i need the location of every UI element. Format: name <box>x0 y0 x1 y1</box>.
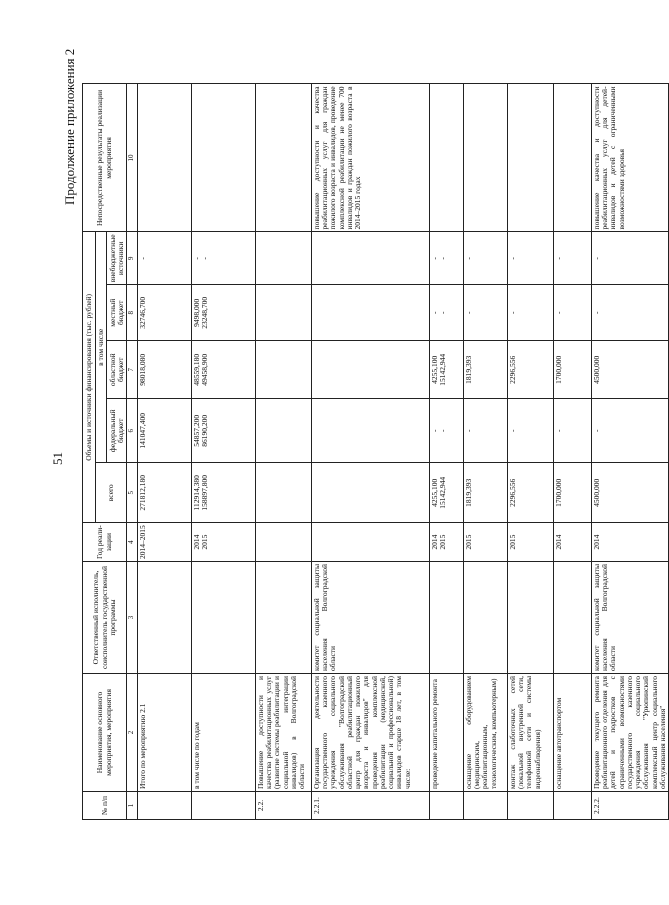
row-federal <box>255 399 311 463</box>
row-total-value: 112914,380 <box>191 475 201 511</box>
row-name: оснащение оборудованием (медицинским, реабилитационным, технологическим, компьютерным) <box>463 674 507 792</box>
row-total <box>191 463 255 523</box>
row-federal <box>137 399 191 463</box>
row-number <box>463 792 507 820</box>
row-local <box>553 285 591 341</box>
row-regional-value: 1819,393 <box>463 355 473 384</box>
colnum: 4 <box>127 523 138 562</box>
row-year-value: 2014 <box>591 534 601 550</box>
row-offbudget <box>507 232 553 285</box>
row-offbudget <box>311 232 429 285</box>
table-row <box>191 84 255 820</box>
row-regional-value: 15142,944 <box>438 353 448 386</box>
row-result: повышение качества и доступности реабилитационных услуг для детей-инвалидов и детей с ограниченными возможностями здоровья <box>591 84 668 232</box>
row-offbudget-value: - <box>438 257 448 260</box>
funding-table <box>82 83 669 820</box>
table-row <box>591 84 668 820</box>
row-result <box>507 84 553 232</box>
row-regional <box>591 341 668 399</box>
row-executor <box>255 562 311 674</box>
row-total-value: 1700,000 <box>553 478 563 507</box>
row-year <box>591 523 668 562</box>
row-regional <box>553 341 591 399</box>
row-federal-value: 141047,400 <box>137 412 147 449</box>
row-total-value: 4500,000 <box>591 478 601 507</box>
row-name: Организация деятельности государственного казенного учреждения социального обслуживания "Волгоградский областной реабилитационный центр для граждан пожилого возраста и инвалидов" для проведения комплексной реабилитации (медицинской, социальной и профессиональной) инвалидов старше 18 лет, в том числе: <box>311 674 429 792</box>
table-body <box>137 84 668 820</box>
row-local-value: - <box>463 311 473 314</box>
row-regional-value: 49458,900 <box>200 353 210 386</box>
colnum: 1 <box>127 792 138 820</box>
row-federal-value: - <box>591 429 601 432</box>
row-executor <box>507 562 553 674</box>
row-federal <box>591 399 668 463</box>
row-year <box>311 523 429 562</box>
row-total-value: 1819,393 <box>463 478 473 507</box>
header-year: Год реали- зации <box>83 523 127 562</box>
row-executor <box>137 562 191 674</box>
row-offbudget <box>255 232 311 285</box>
row-regional-value: 98018,080 <box>137 353 147 386</box>
table-row <box>507 84 553 820</box>
row-total <box>507 463 553 523</box>
row-name: Итого по мероприятию 2.1 <box>137 674 191 792</box>
colnum: 2 <box>127 674 138 792</box>
row-executor <box>553 562 591 674</box>
row-total-value: 15142,944 <box>438 476 448 509</box>
row-number: 2.2. <box>255 792 311 820</box>
row-number <box>553 792 591 820</box>
row-executor: комитет социальной защиты населения Волгоградской области <box>311 562 429 674</box>
row-total <box>137 463 191 523</box>
row-executor <box>463 562 507 674</box>
row-result <box>137 84 191 232</box>
row-total <box>463 463 507 523</box>
table-row <box>463 84 507 820</box>
row-local-value: - <box>507 311 517 314</box>
colnum: 5 <box>127 463 138 523</box>
row-regional <box>255 341 311 399</box>
row-result <box>463 84 507 232</box>
row-total-value: 158897,800 <box>200 474 210 511</box>
row-local-value: 23248,700 <box>200 296 210 329</box>
row-executor <box>429 562 463 674</box>
row-number <box>429 792 463 820</box>
row-local-value: - <box>591 311 601 314</box>
colnum: 8 <box>127 285 138 341</box>
row-local-value: 32746,700 <box>137 296 147 329</box>
row-offbudget-value: - <box>463 257 473 260</box>
row-year <box>463 523 507 562</box>
row-regional <box>507 341 553 399</box>
header-num: № п/п <box>83 792 127 820</box>
row-offbudget-value: - <box>507 257 517 260</box>
row-total <box>255 463 311 523</box>
row-federal <box>463 399 507 463</box>
row-offbudget-value: - <box>191 257 201 260</box>
row-federal-value: - <box>507 429 517 432</box>
row-executor: комитет социальной защиты населения Волгоградской области <box>591 562 668 674</box>
row-result <box>553 84 591 232</box>
row-offbudget <box>429 232 463 285</box>
row-year-value: 2014–2015 <box>137 525 147 559</box>
header-funding: Объемы и источники финансирования (тыс. рублей) <box>83 232 96 523</box>
row-regional <box>429 341 463 399</box>
row-regional-value: 4500,000 <box>591 355 601 384</box>
header-total: всего <box>96 463 127 523</box>
row-regional-value: 2296,556 <box>507 355 517 384</box>
row-local-value: 9498,000 <box>191 298 201 327</box>
row-year <box>429 523 463 562</box>
table-row <box>137 84 191 820</box>
row-name: оснащение автотранспортом <box>553 674 591 792</box>
row-year <box>255 523 311 562</box>
row-name: Проведение текущего ремонта реабилитационного отделения для детей и подростков с ограниченными возможностями государственного казенного учреждения социального обслуживания "Урюпинский комплексный центр социального обслуживания населения" <box>591 674 668 792</box>
row-local <box>463 285 507 341</box>
row-total <box>311 463 429 523</box>
row-total <box>553 463 591 523</box>
continuation-title: Продолжение приложения 2 <box>62 48 77 205</box>
row-offbudget <box>553 232 591 285</box>
row-federal <box>553 399 591 463</box>
row-federal <box>311 399 429 463</box>
header-local: местный бюджет <box>107 285 127 341</box>
page-number: 51 <box>50 452 65 465</box>
row-federal-value: 54857,200 <box>191 414 201 447</box>
row-local <box>255 285 311 341</box>
row-local-value: - <box>429 311 439 314</box>
row-result <box>255 84 311 232</box>
colnum: 3 <box>127 562 138 674</box>
row-total-value: 2296,556 <box>507 478 517 507</box>
row-name: монтаж слаботочных сетей (локальной внутренней сети, телефонной сети и системы видеонаблюдения) <box>507 674 553 792</box>
row-name: в том числе по годам <box>191 674 255 792</box>
row-offbudget-value: - <box>429 257 439 260</box>
row-local <box>591 285 668 341</box>
row-result <box>429 84 463 232</box>
row-local <box>137 285 191 341</box>
row-year <box>191 523 255 562</box>
row-name: проведение капитального ремонта <box>429 674 463 792</box>
header-federal: федеральный бюджет <box>107 399 127 463</box>
row-year-value: 2015 <box>200 534 210 550</box>
row-offbudget <box>591 232 668 285</box>
colnum: 9 <box>127 232 138 285</box>
row-federal-value: - <box>438 429 448 432</box>
row-regional <box>463 341 507 399</box>
colnum: 7 <box>127 341 138 399</box>
row-federal-value: 86190,200 <box>200 414 210 447</box>
row-local-value: - <box>438 311 448 314</box>
row-result <box>191 84 255 232</box>
row-name: Повышение доступности и качества реабилитационных услуг (развитие системы реабилитации и социальной интеграции инвалидов) в Волгоградской области <box>255 674 311 792</box>
row-offbudget-value: - <box>137 257 147 260</box>
row-year-value: 2014 <box>191 534 201 550</box>
row-year <box>553 523 591 562</box>
row-year <box>137 523 191 562</box>
table-row <box>311 84 429 820</box>
row-local <box>507 285 553 341</box>
row-year-value: 2015 <box>507 534 517 550</box>
header-result: Непосредственные результаты реализации мероприятия <box>83 84 127 232</box>
row-year <box>507 523 553 562</box>
row-regional-value: 1700,000 <box>553 355 563 384</box>
row-total-value: 4255,100 <box>429 478 439 507</box>
row-federal-value: - <box>429 429 439 432</box>
row-offbudget <box>137 232 191 285</box>
row-regional <box>137 341 191 399</box>
row-year-value: 2014 <box>429 534 439 550</box>
row-number: 2.2.1. <box>311 792 429 820</box>
colnum: 6 <box>127 399 138 463</box>
row-regional-value: 4255,100 <box>429 355 439 384</box>
row-local <box>311 285 429 341</box>
row-regional <box>311 341 429 399</box>
row-federal <box>191 399 255 463</box>
header-name: Наименование основного мероприятия, мероприятия <box>83 674 127 792</box>
row-year-value: 2015 <box>438 534 448 550</box>
row-executor <box>191 562 255 674</box>
header-offbudget: внебюджетные источники <box>107 232 127 285</box>
row-number <box>191 792 255 820</box>
table-row <box>553 84 591 820</box>
row-federal-value: - <box>553 429 563 432</box>
row-local <box>191 285 255 341</box>
row-offbudget-value: - <box>553 257 563 260</box>
row-year-value: 2014 <box>553 534 563 550</box>
row-federal <box>507 399 553 463</box>
row-total <box>591 463 668 523</box>
row-local-value: - <box>553 311 563 314</box>
row-regional-value: 48559,180 <box>191 353 201 386</box>
row-offbudget <box>463 232 507 285</box>
colnum: 10 <box>127 84 138 232</box>
row-year-value: 2015 <box>463 534 473 550</box>
row-number <box>507 792 553 820</box>
row-offbudget-value: - <box>200 257 210 260</box>
row-total-value: 271812,180 <box>137 474 147 511</box>
row-offbudget <box>191 232 255 285</box>
row-offbudget-value: - <box>591 257 601 260</box>
row-federal-value: - <box>463 429 473 432</box>
header-including: в том числе <box>96 232 107 463</box>
table-row <box>429 84 463 820</box>
header-executor: Ответственный исполнитель, соисполнитель государственной программы <box>83 562 127 674</box>
table-row <box>255 84 311 820</box>
row-local <box>429 285 463 341</box>
row-number <box>137 792 191 820</box>
row-result: повышение доступности и качества реабилитационных услуг для граждан пожилого возраста и инвалидов, проведение комплексной реабилитации не менее 700 инвалидов и граждан пожилого возраста в 2014–2015 годах <box>311 84 429 232</box>
row-federal <box>429 399 463 463</box>
header-regional: областной бюджет <box>107 341 127 399</box>
row-total <box>429 463 463 523</box>
row-number: 2.2.2. <box>591 792 668 820</box>
row-regional <box>191 341 255 399</box>
